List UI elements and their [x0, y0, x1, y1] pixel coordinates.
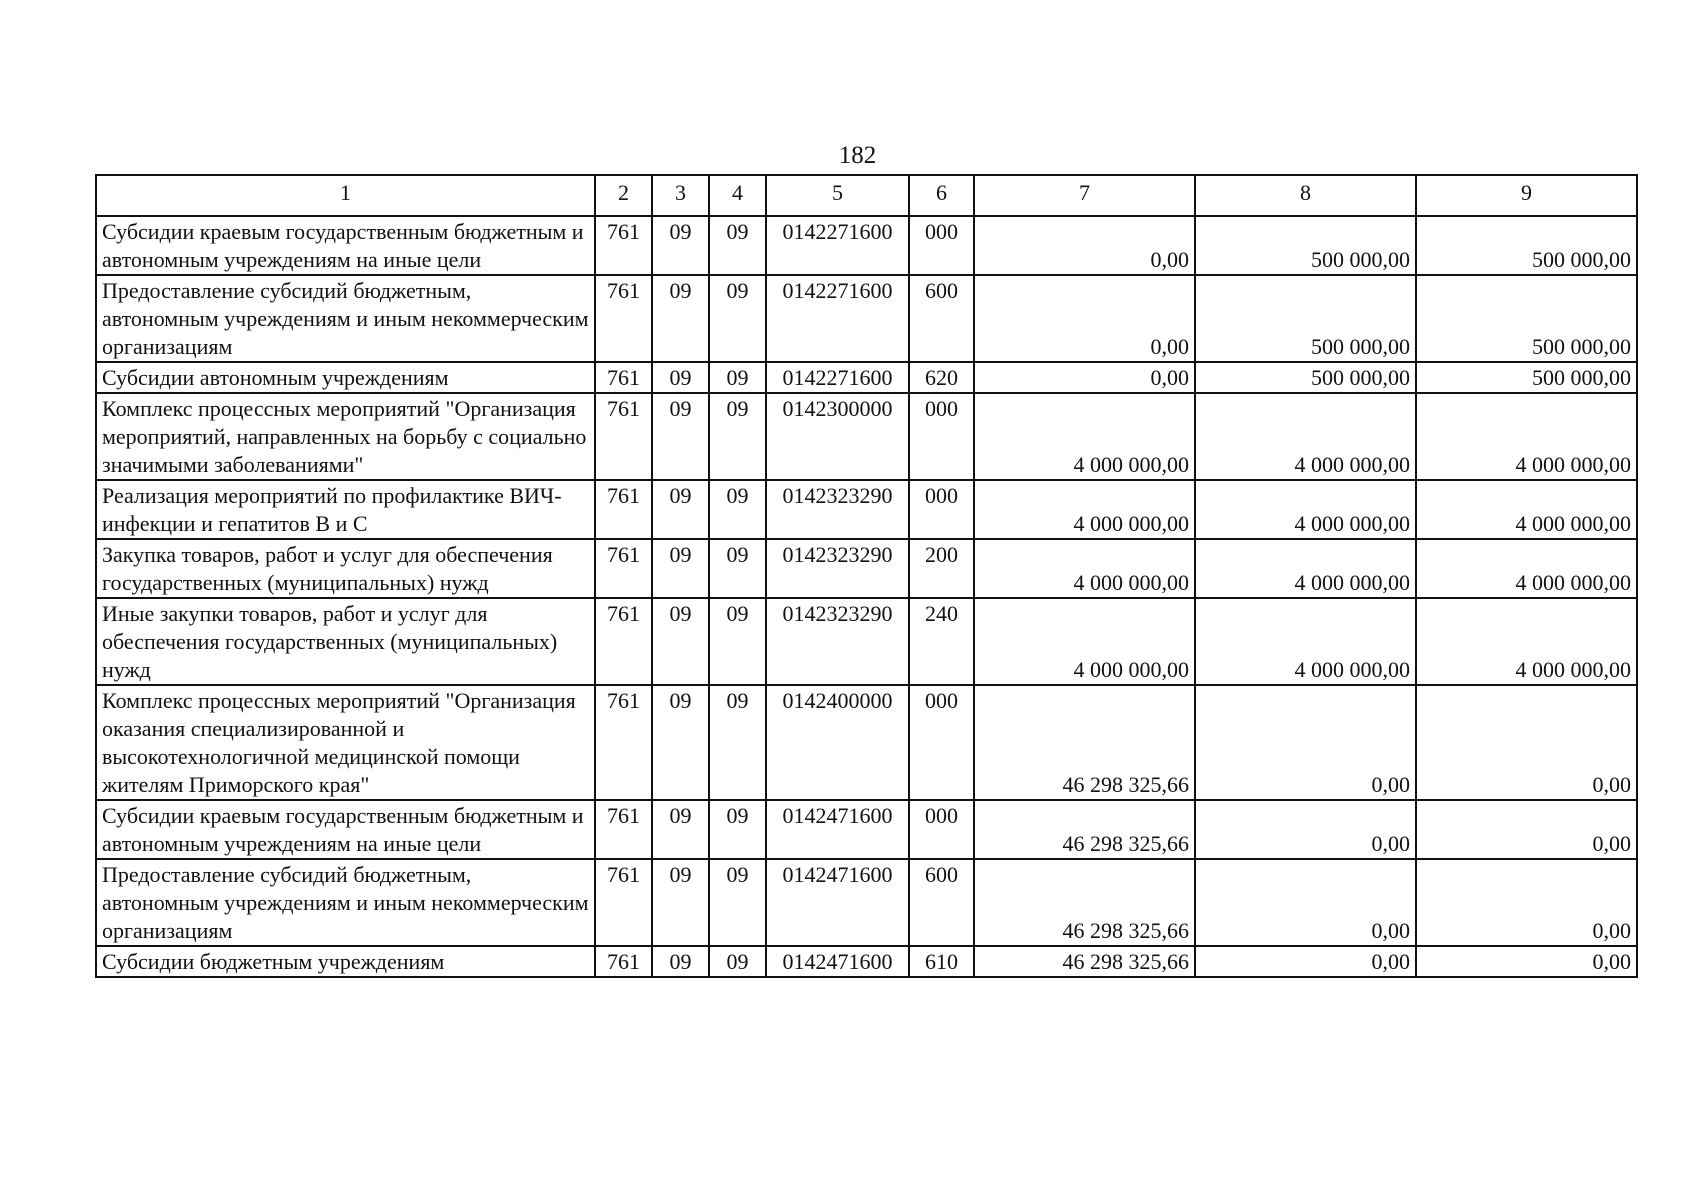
row-admin-code-cell: 761	[595, 216, 652, 275]
row-name-cell: Реализация мероприятий по профилактике ВИЧ-инфекции и гепатитов В и С	[96, 480, 595, 539]
row-expense-type-cell: 200	[909, 539, 974, 598]
row-section-cell: 09	[652, 393, 709, 480]
row-amount-col8-cell: 500 000,00	[1195, 275, 1416, 362]
row-name-cell: Комплекс процессных мероприятий "Организация оказания специализированной и высокотехнологичной медицинской помощи жителям Приморского края"	[96, 685, 595, 800]
column-header-9: 9	[1416, 175, 1637, 216]
row-subsection-cell: 09	[709, 480, 766, 539]
row-amount-col8-cell: 500 000,00	[1195, 216, 1416, 275]
row-amount-col7-cell: 4 000 000,00	[974, 393, 1195, 480]
row-section-cell: 09	[652, 598, 709, 685]
row-amount-col7-cell: 4 000 000,00	[974, 539, 1195, 598]
row-subsection-cell: 09	[709, 275, 766, 362]
table-row	[96, 480, 1637, 539]
row-amount-col9-cell: 4 000 000,00	[1416, 598, 1637, 685]
row-target-article-cell: 0142271600	[766, 216, 909, 275]
row-expense-type-cell: 600	[909, 859, 974, 946]
row-amount-col9-cell: 0,00	[1416, 859, 1637, 946]
row-amount-col8-cell: 0,00	[1195, 946, 1416, 977]
row-amount-col7-cell: 0,00	[974, 362, 1195, 393]
row-amount-col7-cell: 0,00	[974, 216, 1195, 275]
row-subsection-cell: 09	[709, 539, 766, 598]
row-amount-col7-cell: 0,00	[974, 275, 1195, 362]
row-expense-type-cell: 620	[909, 362, 974, 393]
row-amount-col8-cell: 0,00	[1195, 859, 1416, 946]
row-section-cell: 09	[652, 275, 709, 362]
row-name-cell: Иные закупки товаров, работ и услуг для обеспечения государственных (муниципальных) нужд	[96, 598, 595, 685]
row-section-cell: 09	[652, 859, 709, 946]
row-admin-code-cell: 761	[595, 598, 652, 685]
column-header-4: 4	[709, 175, 766, 216]
table-row	[96, 598, 1637, 685]
row-expense-type-cell: 600	[909, 275, 974, 362]
row-amount-col9-cell: 4 000 000,00	[1416, 539, 1637, 598]
row-target-article-cell: 0142323290	[766, 598, 909, 685]
row-amount-col9-cell: 500 000,00	[1416, 275, 1637, 362]
table-row	[96, 685, 1637, 800]
row-amount-col7-cell: 46 298 325,66	[974, 800, 1195, 859]
row-target-article-cell: 0142271600	[766, 275, 909, 362]
budget-table	[95, 174, 1638, 978]
row-expense-type-cell: 000	[909, 393, 974, 480]
column-header-6: 6	[909, 175, 974, 216]
row-amount-col7-cell: 46 298 325,66	[974, 946, 1195, 977]
row-admin-code-cell: 761	[595, 859, 652, 946]
row-name-cell: Предоставление субсидий бюджетным, автономным учреждениям и иным некоммерческим организациям	[96, 859, 595, 946]
row-amount-col8-cell: 4 000 000,00	[1195, 393, 1416, 480]
row-subsection-cell: 09	[709, 598, 766, 685]
row-subsection-cell: 09	[709, 859, 766, 946]
row-subsection-cell: 09	[709, 393, 766, 480]
table-row	[96, 539, 1637, 598]
row-amount-col7-cell: 4 000 000,00	[974, 480, 1195, 539]
row-amount-col7-cell: 4 000 000,00	[974, 598, 1195, 685]
row-amount-col8-cell: 0,00	[1195, 685, 1416, 800]
row-amount-col9-cell: 0,00	[1416, 685, 1637, 800]
row-section-cell: 09	[652, 800, 709, 859]
row-admin-code-cell: 761	[595, 362, 652, 393]
column-header-1: 1	[96, 175, 595, 216]
row-target-article-cell: 0142323290	[766, 539, 909, 598]
column-header-8: 8	[1195, 175, 1416, 216]
column-header-2: 2	[595, 175, 652, 216]
row-admin-code-cell: 761	[595, 539, 652, 598]
row-expense-type-cell: 000	[909, 685, 974, 800]
row-amount-col8-cell: 4 000 000,00	[1195, 539, 1416, 598]
row-admin-code-cell: 761	[595, 480, 652, 539]
row-amount-col9-cell: 0,00	[1416, 946, 1637, 977]
row-admin-code-cell: 761	[595, 393, 652, 480]
row-section-cell: 09	[652, 539, 709, 598]
row-amount-col9-cell: 500 000,00	[1416, 216, 1637, 275]
row-subsection-cell: 09	[709, 216, 766, 275]
row-name-cell: Субсидии краевым государственным бюджетным и автономным учреждениям на иные цели	[96, 800, 595, 859]
row-subsection-cell: 09	[709, 685, 766, 800]
row-subsection-cell: 09	[709, 800, 766, 859]
table-row	[96, 393, 1637, 480]
row-section-cell: 09	[652, 685, 709, 800]
row-section-cell: 09	[652, 216, 709, 275]
row-name-cell: Закупка товаров, работ и услуг для обеспечения государственных (муниципальных) нужд	[96, 539, 595, 598]
row-expense-type-cell: 610	[909, 946, 974, 977]
row-admin-code-cell: 761	[595, 685, 652, 800]
table-row	[96, 216, 1637, 275]
row-name-cell: Субсидии бюджетным учреждениям	[96, 946, 595, 977]
row-target-article-cell: 0142323290	[766, 480, 909, 539]
column-header-3: 3	[652, 175, 709, 216]
row-amount-col9-cell: 4 000 000,00	[1416, 480, 1637, 539]
row-target-article-cell: 0142400000	[766, 685, 909, 800]
row-name-cell: Комплекс процессных мероприятий "Организация мероприятий, направленных на борьбу с социально значимыми заболеваниями"	[96, 393, 595, 480]
row-section-cell: 09	[652, 362, 709, 393]
table-row	[96, 946, 1637, 977]
row-amount-col8-cell: 4 000 000,00	[1195, 480, 1416, 539]
row-section-cell: 09	[652, 480, 709, 539]
row-section-cell: 09	[652, 946, 709, 977]
row-name-cell: Субсидии краевым государственным бюджетным и автономным учреждениям на иные цели	[96, 216, 595, 275]
row-amount-col8-cell: 0,00	[1195, 800, 1416, 859]
row-admin-code-cell: 761	[595, 946, 652, 977]
row-expense-type-cell: 000	[909, 800, 974, 859]
row-target-article-cell: 0142271600	[766, 362, 909, 393]
row-expense-type-cell: 000	[909, 480, 974, 539]
row-expense-type-cell: 000	[909, 216, 974, 275]
row-target-article-cell: 0142300000	[766, 393, 909, 480]
row-name-cell: Субсидии автономным учреждениям	[96, 362, 595, 393]
column-header-5: 5	[766, 175, 909, 216]
table-row	[96, 800, 1637, 859]
row-amount-col8-cell: 500 000,00	[1195, 362, 1416, 393]
row-amount-col7-cell: 46 298 325,66	[974, 685, 1195, 800]
row-subsection-cell: 09	[709, 362, 766, 393]
table-row	[96, 859, 1637, 946]
row-amount-col9-cell: 500 000,00	[1416, 362, 1637, 393]
row-name-cell: Предоставление субсидий бюджетным, автономным учреждениям и иным некоммерческим организациям	[96, 275, 595, 362]
row-amount-col9-cell: 4 000 000,00	[1416, 393, 1637, 480]
row-subsection-cell: 09	[709, 946, 766, 977]
column-header-7: 7	[974, 175, 1195, 216]
table-row	[96, 362, 1637, 393]
row-amount-col8-cell: 4 000 000,00	[1195, 598, 1416, 685]
row-target-article-cell: 0142471600	[766, 946, 909, 977]
table-row	[96, 275, 1637, 362]
row-target-article-cell: 0142471600	[766, 859, 909, 946]
page-number: 182	[838, 142, 877, 169]
row-admin-code-cell: 761	[595, 275, 652, 362]
row-amount-col9-cell: 0,00	[1416, 800, 1637, 859]
table-header-row	[96, 175, 1637, 216]
row-expense-type-cell: 240	[909, 598, 974, 685]
row-target-article-cell: 0142471600	[766, 800, 909, 859]
row-admin-code-cell: 761	[595, 800, 652, 859]
row-amount-col7-cell: 46 298 325,66	[974, 859, 1195, 946]
